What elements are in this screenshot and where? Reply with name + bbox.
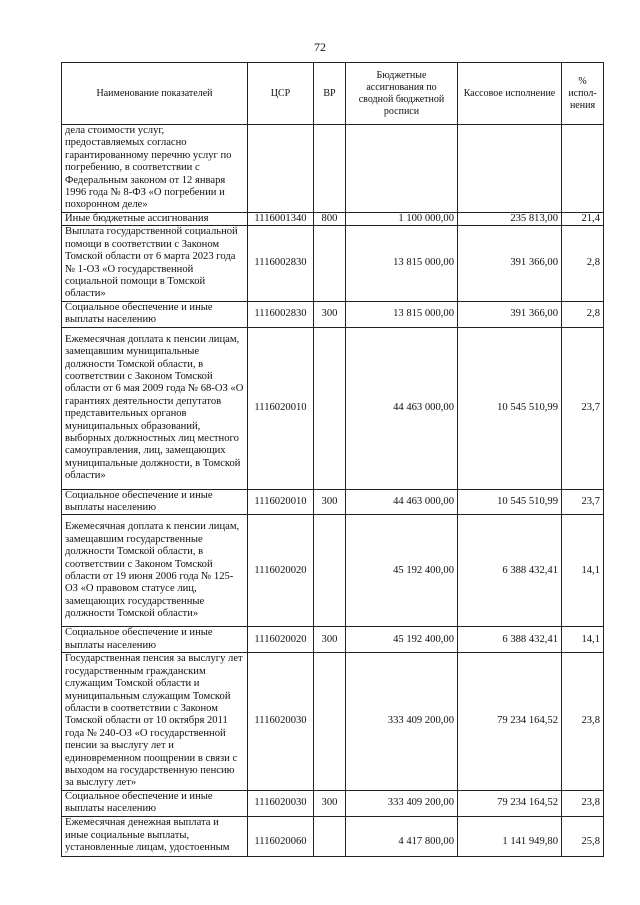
row-cash: 10 545 510,99 bbox=[458, 327, 562, 489]
row-csr: 1116001340 bbox=[248, 213, 314, 226]
row-percent: 21,4 bbox=[562, 213, 604, 226]
row-vr: 300 bbox=[314, 489, 346, 515]
row-budget: 44 463 000,00 bbox=[346, 489, 458, 515]
row-vr bbox=[314, 653, 346, 790]
row-cash: 391 366,00 bbox=[458, 226, 562, 301]
row-csr: 1116002830 bbox=[248, 301, 314, 327]
row-vr bbox=[314, 226, 346, 301]
row-csr: 1116020030 bbox=[248, 790, 314, 816]
table-row bbox=[62, 627, 604, 653]
row-name: Социальное обеспечение и иные выплаты населению bbox=[62, 489, 248, 515]
table-row bbox=[62, 515, 604, 627]
row-cash: 1 141 949,80 bbox=[458, 816, 562, 856]
table-header-row bbox=[62, 63, 604, 125]
table-row bbox=[62, 125, 604, 213]
row-percent: 2,8 bbox=[562, 301, 604, 327]
table-row bbox=[62, 816, 604, 856]
header-cash: Кассовое исполнение bbox=[458, 63, 562, 125]
page-number: 72 bbox=[314, 40, 326, 54]
row-percent: 14,1 bbox=[562, 515, 604, 627]
row-vr: 800 bbox=[314, 213, 346, 226]
row-csr: 1116020030 bbox=[248, 653, 314, 790]
row-percent: 2,8 bbox=[562, 226, 604, 301]
header-vr: ВР bbox=[314, 63, 346, 125]
table-row bbox=[62, 653, 604, 790]
row-csr: 1116020060 bbox=[248, 816, 314, 856]
row-cash: 6 388 432,41 bbox=[458, 627, 562, 653]
row-vr: 300 bbox=[314, 790, 346, 816]
table-row bbox=[62, 327, 604, 489]
row-name: Социальное обеспечение и иные выплаты населению bbox=[62, 790, 248, 816]
row-csr: 1116020010 bbox=[248, 489, 314, 515]
row-vr bbox=[314, 327, 346, 489]
row-vr bbox=[314, 816, 346, 856]
row-cash: 6 388 432,41 bbox=[458, 515, 562, 627]
header-percent: % испол-нения bbox=[562, 63, 604, 125]
row-budget: 4 417 800,00 bbox=[346, 816, 458, 856]
row-budget: 333 409 200,00 bbox=[346, 790, 458, 816]
row-budget: 333 409 200,00 bbox=[346, 653, 458, 790]
row-cash bbox=[458, 125, 562, 213]
row-vr bbox=[314, 125, 346, 213]
row-name: Социальное обеспечение и иные выплаты населению bbox=[62, 627, 248, 653]
row-cash: 79 234 164,52 bbox=[458, 653, 562, 790]
row-cash: 391 366,00 bbox=[458, 301, 562, 327]
row-csr: 1116002830 bbox=[248, 226, 314, 301]
row-csr: 1116020020 bbox=[248, 627, 314, 653]
header-name: Наименование показателей bbox=[62, 63, 248, 125]
row-csr: 1116020020 bbox=[248, 515, 314, 627]
row-percent: 23,7 bbox=[562, 327, 604, 489]
row-csr bbox=[248, 125, 314, 213]
row-percent: 14,1 bbox=[562, 627, 604, 653]
table-row bbox=[62, 489, 604, 515]
row-percent: 25,8 bbox=[562, 816, 604, 856]
row-budget: 44 463 000,00 bbox=[346, 327, 458, 489]
row-budget: 1 100 000,00 bbox=[346, 213, 458, 226]
row-name: Выплата государственной социальной помощи в соответствии с Законом Томской области от 6 марта 2023 года № 1-ОЗ «О государственной социальной помощи в Томской области» bbox=[62, 226, 248, 301]
row-name: Ежемесячная доплата к пенсии лицам, замещавшим государственные должности Томской области, в соответствии с Законом Томской области от 19 июня 2006 года № 125-ОЗ «О правовом статусе лиц, замещающих государственные должности Томской области» bbox=[62, 515, 248, 627]
header-budget: Бюджетные ассигнования по сводной бюджетной росписи bbox=[346, 63, 458, 125]
row-percent: 23,7 bbox=[562, 489, 604, 515]
header-csr: ЦСР bbox=[248, 63, 314, 125]
row-csr: 1116020010 bbox=[248, 327, 314, 489]
table-row bbox=[62, 301, 604, 327]
row-budget: 45 192 400,00 bbox=[346, 515, 458, 627]
row-percent: 23,8 bbox=[562, 653, 604, 790]
row-percent bbox=[562, 125, 604, 213]
row-name: Социальное обеспечение и иные выплаты населению bbox=[62, 301, 248, 327]
row-name: Ежемесячная доплата к пенсии лицам, замещавшим муниципальные должности Томской области, в соответствии с Законом Томской области от 6 мая 2009 года № 68-ОЗ «О гарантиях деятельности депутатов представительных органов муниципальных образований, выборных должностных лиц местного самоуправления, лиц, замещающих муниципальные должности, в Томской области» bbox=[62, 327, 248, 489]
row-name: дела стоимости услуг, предоставляемых согласно гарантированному перечню услуг по погребению, в соответствии с Федеральным законом от 12 января 1996 года № 8-ФЗ «О погребении и похоронном деле» bbox=[62, 125, 248, 213]
table-row bbox=[62, 226, 604, 301]
table-row bbox=[62, 213, 604, 226]
row-vr: 300 bbox=[314, 301, 346, 327]
row-budget: 45 192 400,00 bbox=[346, 627, 458, 653]
row-percent: 23,8 bbox=[562, 790, 604, 816]
row-budget: 13 815 000,00 bbox=[346, 226, 458, 301]
table-row bbox=[62, 790, 604, 816]
row-cash: 235 813,00 bbox=[458, 213, 562, 226]
row-name: Иные бюджетные ассигнования bbox=[62, 213, 248, 226]
row-cash: 10 545 510,99 bbox=[458, 489, 562, 515]
budget-execution-table bbox=[61, 62, 604, 857]
row-vr: 300 bbox=[314, 627, 346, 653]
row-name: Ежемесячная денежная выплата и иные социальные выплаты, установленные лицам, удостоенным bbox=[62, 816, 248, 856]
row-budget: 13 815 000,00 bbox=[346, 301, 458, 327]
row-vr bbox=[314, 515, 346, 627]
row-budget bbox=[346, 125, 458, 213]
row-cash: 79 234 164,52 bbox=[458, 790, 562, 816]
row-name: Государственная пенсия за выслугу лет государственным гражданским служащим Томской области и муниципальным служащим Томской области в соответствии с Законом Томской области от 10 октября 2011 года № 240-ОЗ «О государственной пенсии за выслугу лет и единовременном поощрении в связи с выходом на государственную пенсию за выслугу лет» bbox=[62, 653, 248, 790]
